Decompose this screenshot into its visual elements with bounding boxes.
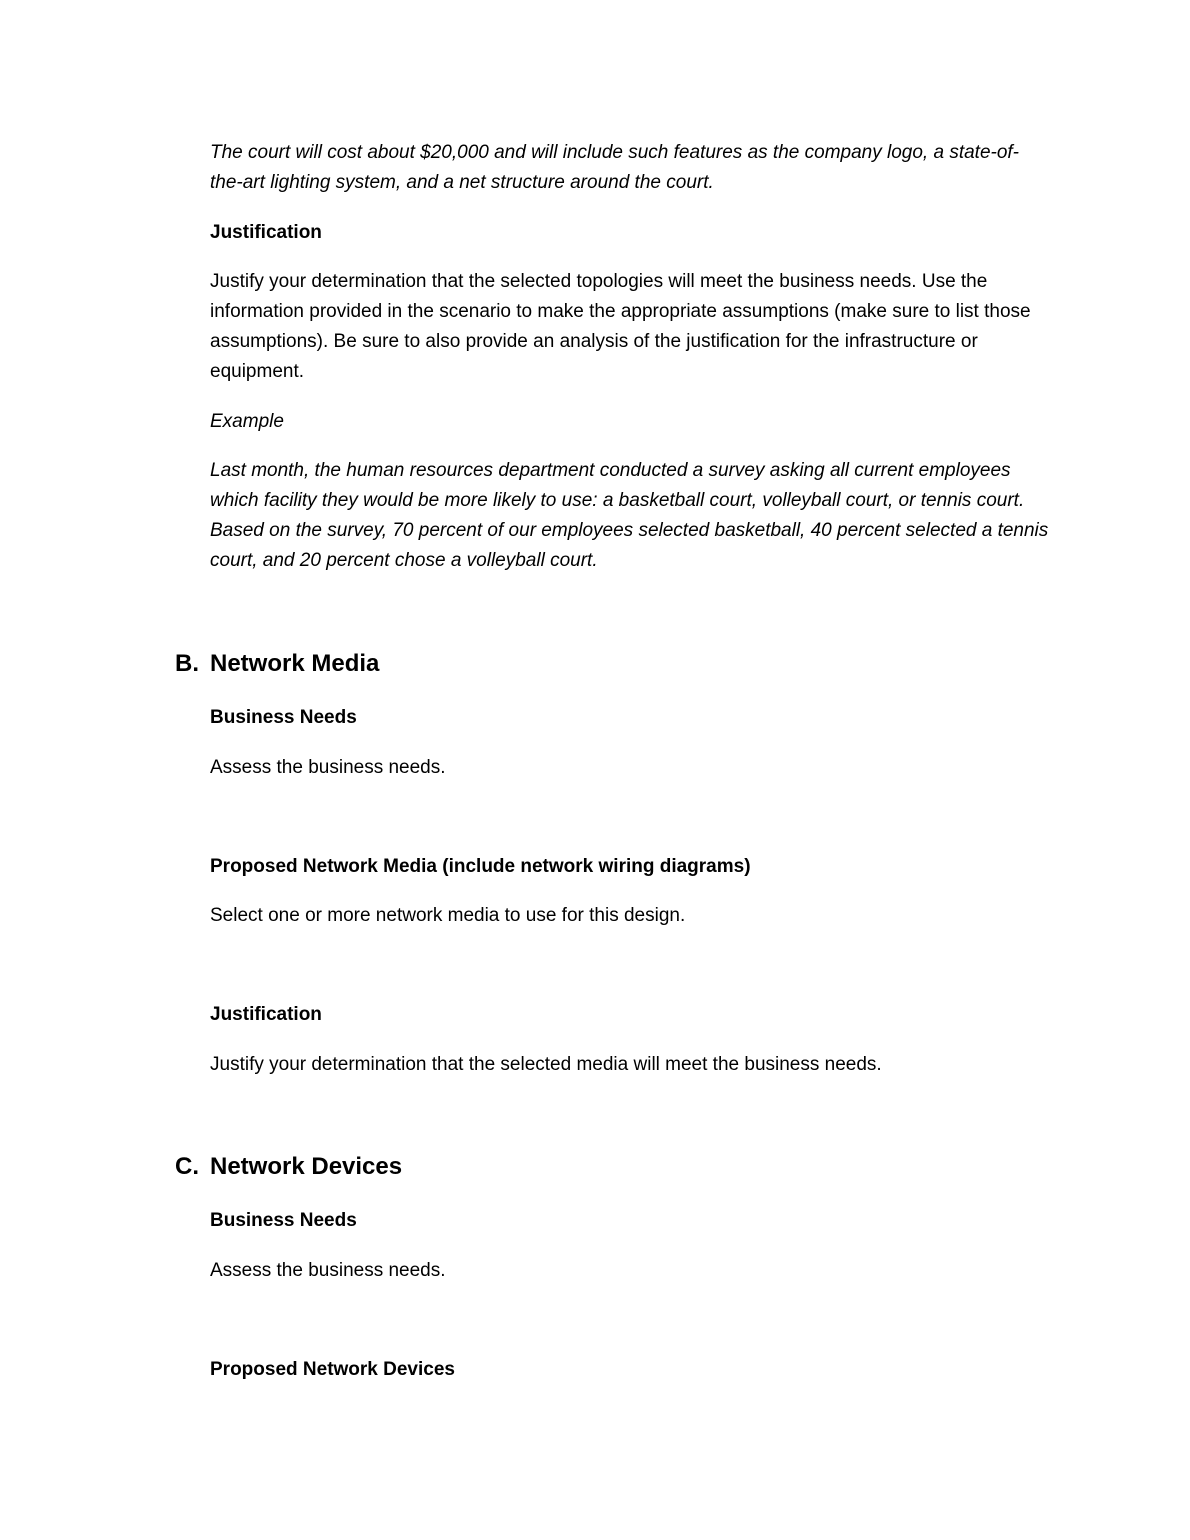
section-letter: C. [175,1153,199,1180]
example-label: Example [210,411,284,432]
devices-business-needs-heading: Business Needs [210,1210,357,1231]
devices-business-needs-text: Assess the business needs. [210,1260,446,1281]
justification-text: Justify your determination that the selected topologies will meet the business needs. Use the information provided in the scenario to make the appropriate assumptions (make sure to list those assumptions). Be sure to also provide an analysis of the justification for the infrastructure or equipment. [210,271,1031,382]
section-heading-network-media [175,649,379,679]
proposed-network-devices-heading: Proposed Network Devices [210,1359,455,1380]
section-letter: B. [175,650,199,677]
proposed-network-media-text: Select one or more network media to use for this design. [210,905,686,926]
media-justification-text: Justify your determination that the selected media will meet the business needs. [210,1054,882,1075]
business-needs-text: Assess the business needs. [210,757,446,778]
section-heading-network-devices [175,1152,402,1182]
example-text-survey: Last month, the human resources department conducted a survey asking all current employees which facility they would be more likely to use: a basketball court, volleyball court, or tennis court. Based on the survey, 70 percent of our employees selected basketball, 40 percent selected a tennis court, and 20 percent chose a volleyball court. [210,460,1049,571]
business-needs-heading: Business Needs [210,707,357,728]
example-text-court-cost: The court will cost about $20,000 and will include such features as the company logo, a state-of-the-art lighting system, and a net structure around the court. [210,142,1020,193]
section-title: Network Devices [210,1153,403,1180]
proposed-network-media-heading: Proposed Network Media (include network wiring diagrams) [210,856,751,877]
justification-heading: Justification [210,222,322,243]
section-title: Network Media [210,650,380,677]
media-justification-heading: Justification [210,1004,322,1025]
